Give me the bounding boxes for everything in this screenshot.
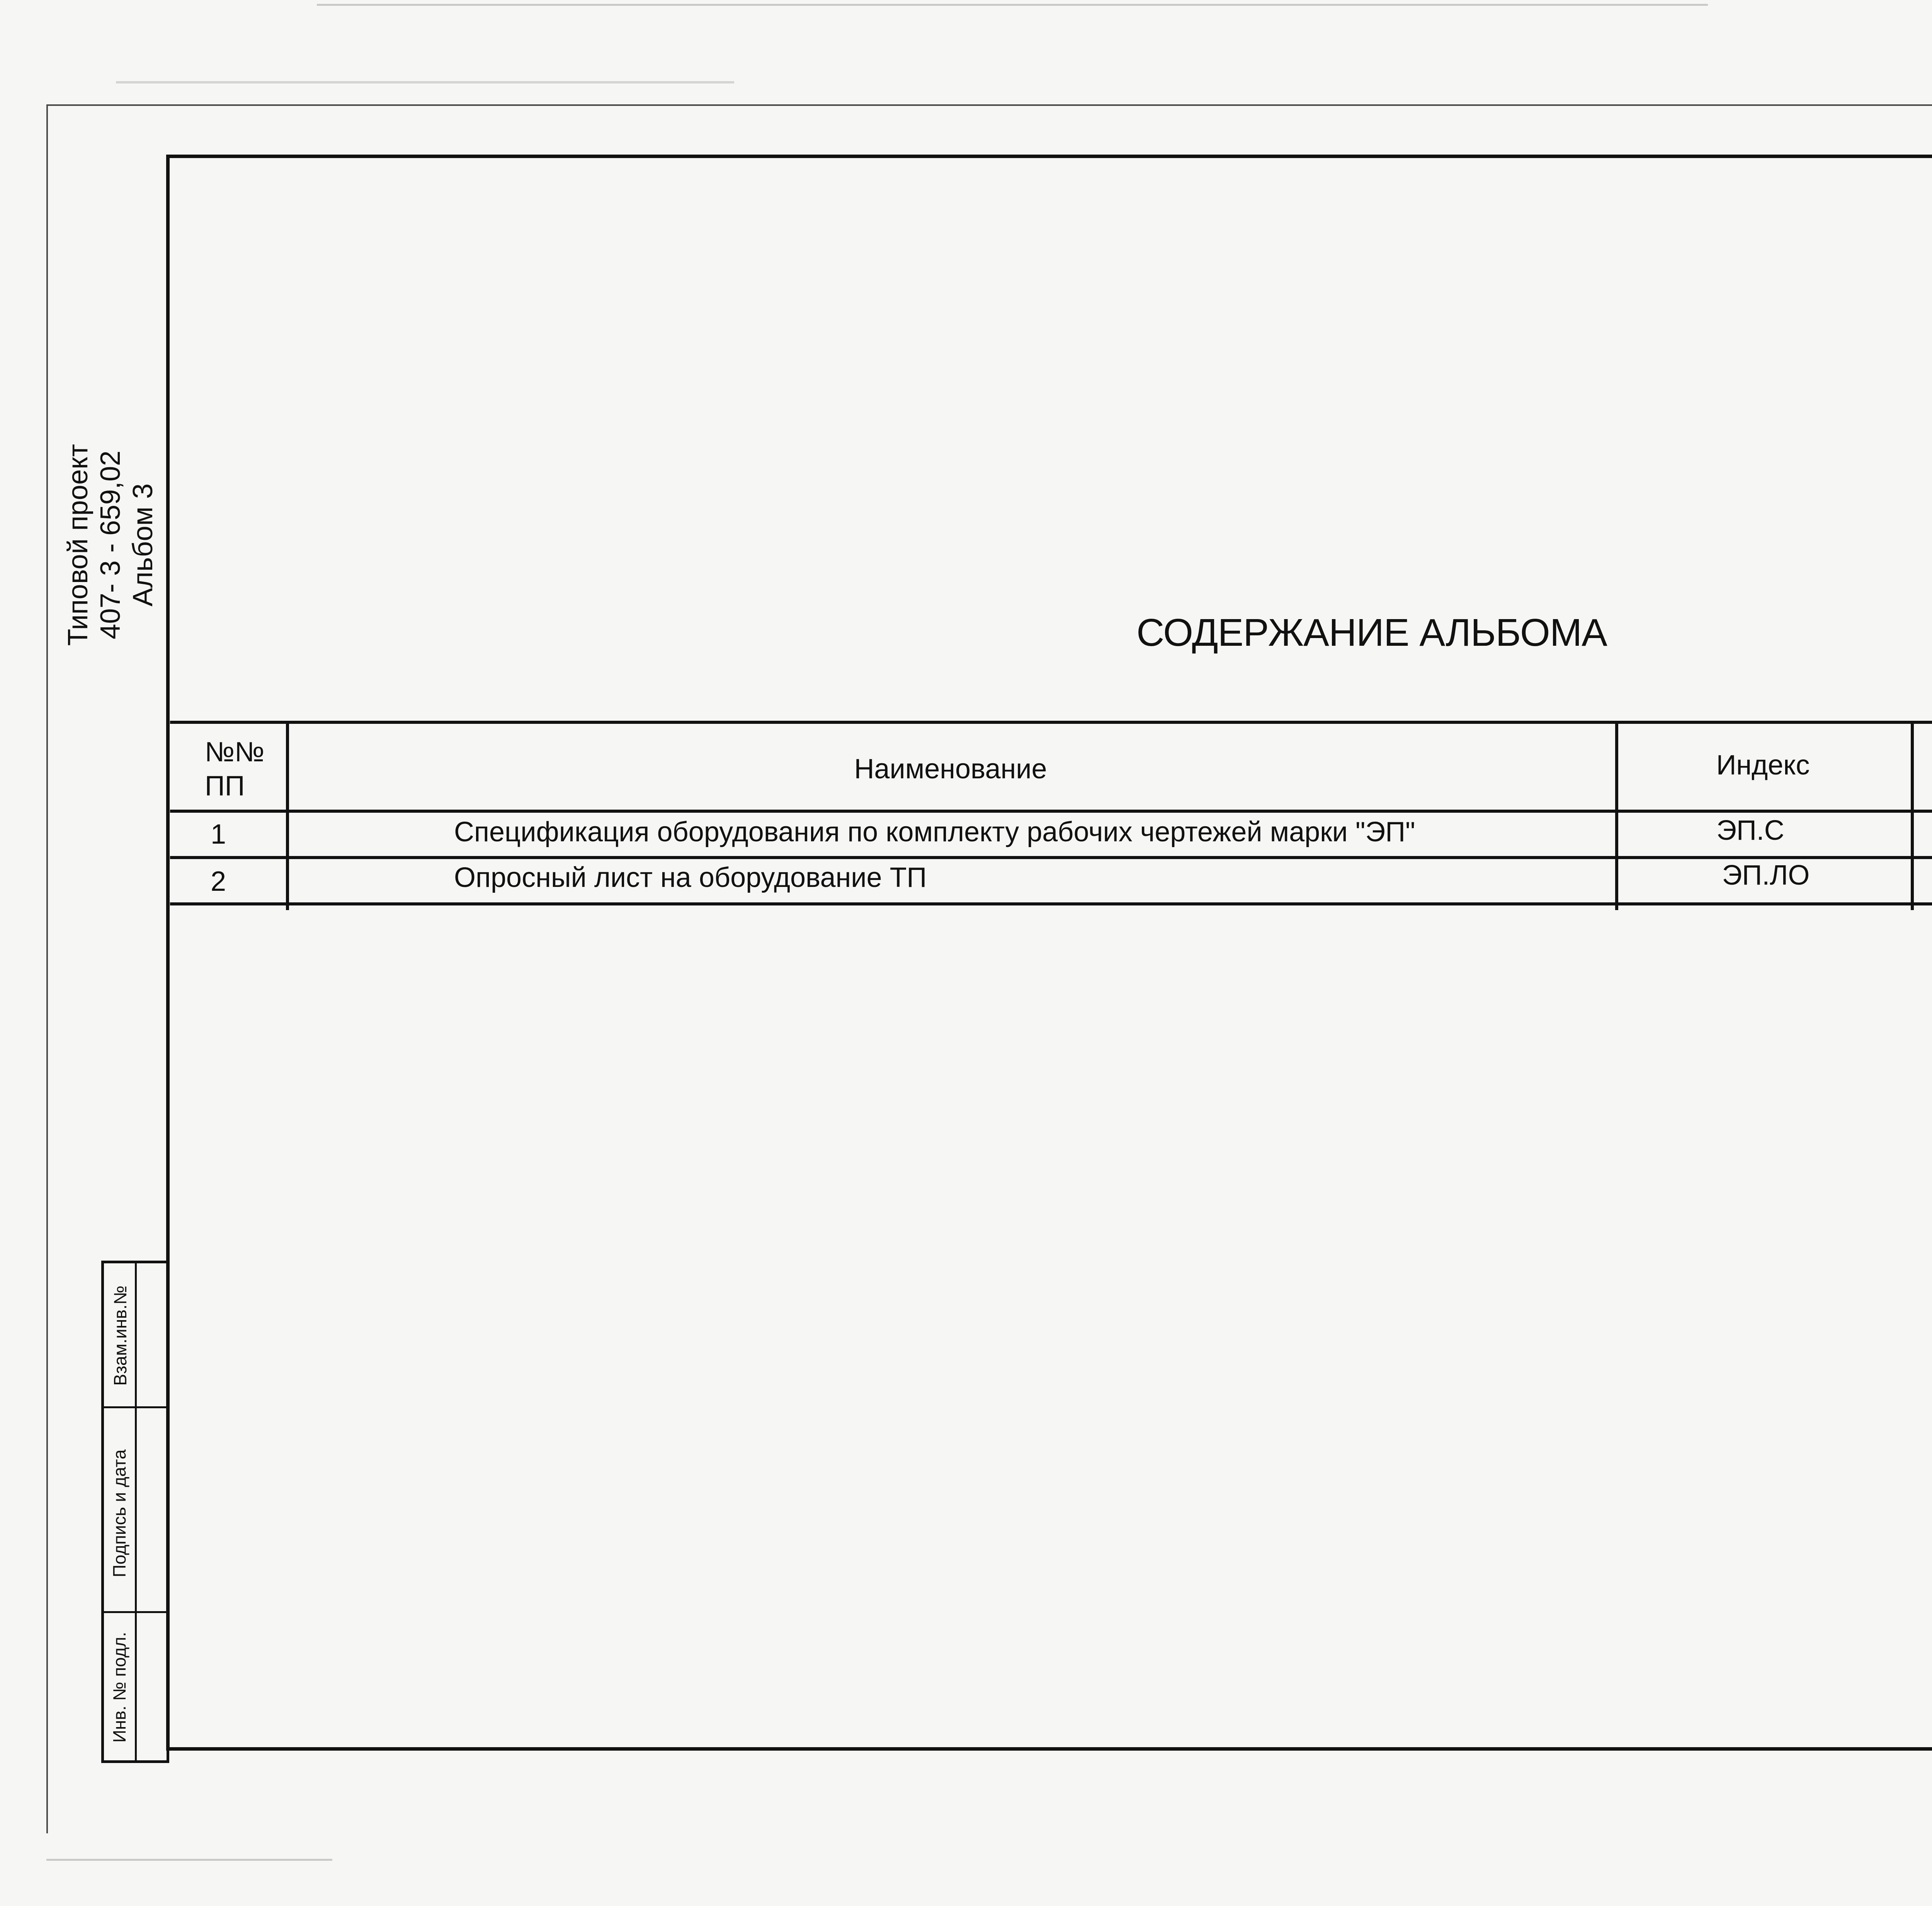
approval-strip bbox=[101, 1261, 169, 1763]
row-2-page-count bbox=[1911, 854, 1932, 897]
table-line-bottom bbox=[170, 902, 1932, 905]
header-number: №№ ПП bbox=[205, 737, 265, 802]
row-1-index: ЭП.С bbox=[1716, 815, 1784, 846]
project-stamp-text bbox=[62, 410, 159, 680]
header-index: Индекс bbox=[1716, 750, 1810, 781]
row-2-index: ЭП.ЛО bbox=[1722, 860, 1810, 891]
scan-artifact-bottom-left bbox=[46, 1859, 332, 1861]
drawing-frame bbox=[166, 155, 1932, 1751]
project-type: Типовой проект bbox=[63, 444, 94, 646]
row-1-page-count bbox=[1911, 809, 1932, 852]
strip-divider-vertical bbox=[135, 1263, 137, 1760]
original-inventory-label: Инв. № подл. bbox=[109, 1632, 129, 1743]
replacement-inventory-label: Взам.инв.№ bbox=[110, 1285, 130, 1386]
scan-artifact-top bbox=[317, 4, 1708, 6]
album-contents-title: СОДЕРЖАНИЕ АЛЬБОМА bbox=[1136, 611, 1607, 654]
project-number: 407- 3 - 659,02 bbox=[95, 450, 126, 640]
header-name: Наименование bbox=[854, 754, 1047, 785]
row-2-name: Опросный лист на оборудование ТП bbox=[454, 862, 927, 893]
scan-artifact-top-left bbox=[116, 81, 734, 83]
row-1-name: Спецификация оборудования по комплекту рабочих чертежей марки "ЭП" bbox=[454, 817, 1415, 847]
signature-date-label: Подпись и дата bbox=[109, 1449, 129, 1578]
table-line-top bbox=[170, 721, 1932, 724]
row-2-number: 2 bbox=[210, 866, 226, 897]
contents-table bbox=[170, 721, 1932, 910]
strip-divider-1 bbox=[104, 1406, 167, 1408]
album-number: Альбом 3 bbox=[128, 483, 158, 607]
row-1-number: 1 bbox=[210, 819, 226, 850]
